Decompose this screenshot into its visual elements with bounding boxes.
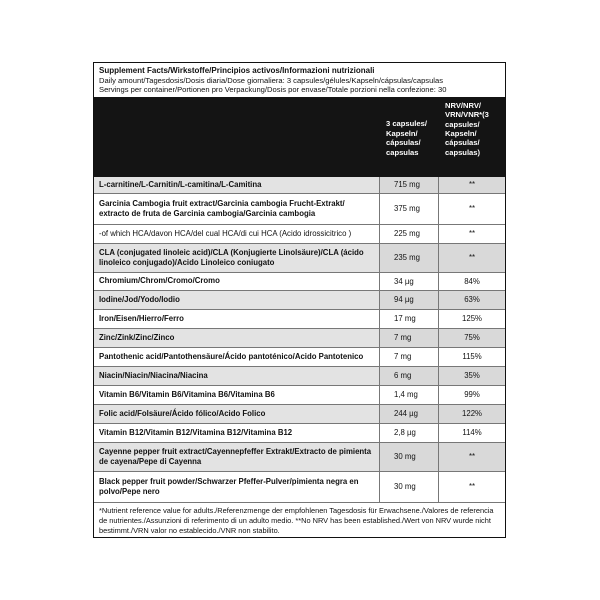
amount-cell: 1,4 mg bbox=[380, 386, 439, 404]
amount-cell: 30 mg bbox=[380, 443, 439, 471]
amount-cell: 375 mg bbox=[380, 194, 439, 224]
amount-cell: 17 mg bbox=[380, 310, 439, 328]
nrv-cell: ** bbox=[468, 204, 476, 214]
nrv-cell: 84% bbox=[464, 276, 480, 286]
nrv-cell: 35% bbox=[439, 367, 505, 385]
nutrient-name: Iodine/Jod/Yodo/Iodio bbox=[94, 291, 380, 309]
table-row bbox=[94, 443, 505, 472]
nutrient-name: Iron/Eisen/Hierro/Ferro bbox=[94, 310, 380, 328]
table-row bbox=[94, 310, 505, 329]
table-row bbox=[94, 194, 505, 225]
amount-cell: 7 mg bbox=[380, 329, 439, 347]
nutrient-name: Folic acid/Folsäure/Ácido fólico/Acido Folico bbox=[94, 405, 380, 423]
table-row bbox=[94, 244, 505, 273]
nutrient-table bbox=[94, 177, 505, 503]
amount-cell: 34 µg bbox=[380, 273, 439, 290]
amount-cell: 2,8 µg bbox=[380, 424, 439, 442]
nrv-cell: ** bbox=[439, 177, 505, 193]
nutrient-name: Cayenne pepper fruit extract/Cayennepfeffer Extrakt/Extracto de pimienta de cayena/Pepe di Cayenna bbox=[94, 443, 380, 471]
table-row bbox=[94, 424, 505, 443]
nrv-cell: 122% bbox=[439, 405, 505, 423]
amount-cell: 6 mg bbox=[380, 367, 439, 385]
table-row bbox=[94, 291, 505, 310]
nrv-column-header: NRV/NRV/ VRN/VNR*(3 capsules/ Kapseln/ cápsulas/ capsulas) bbox=[445, 100, 489, 157]
nrv-cell: 99% bbox=[464, 390, 480, 400]
amount-cell: 235 mg bbox=[380, 244, 439, 272]
nutrient-name: Zinc/Zink/Zinc/Zinco bbox=[94, 329, 380, 347]
amount-column-header: 3 capsules/ Kapseln/ cápsulas/ capsulas bbox=[386, 119, 427, 157]
panel-header bbox=[94, 63, 505, 97]
footnote: *Nutrient reference value for adults./Referenzmenge der empfohlenen Tagesdosis für Erwachsene./Valores de referencia de nutrientes./Assunzioni di referimento di un adulto medio. **No NRV has been established./Wert von NRV wurde nicht bestimmt./VRN valor no establecido./VNR non stabilito. bbox=[99, 505, 494, 536]
table-row bbox=[94, 348, 505, 367]
nrv-cell: 115% bbox=[462, 352, 482, 362]
nutrient-name: L-carnitine/L-Carnitin/L-camitina/L-Camitina bbox=[94, 177, 380, 193]
table-row bbox=[94, 367, 505, 386]
nrv-cell: 63% bbox=[439, 291, 505, 309]
servings-line: Servings per container/Portionen pro Verpackung/Dosis por envase/Totale porzioni nella confezione: 30 bbox=[99, 85, 447, 95]
table-row bbox=[94, 225, 505, 244]
nrv-cell: 75% bbox=[439, 329, 505, 347]
amount-cell: 244 µg bbox=[380, 405, 439, 423]
panel-title: Supplement Facts/Wirkstoffe/Principios activos/Informazioni nutrizionali bbox=[99, 66, 375, 75]
nutrient-name: Chromium/Chrom/Cromo/Cromo bbox=[94, 273, 380, 290]
nutrient-name: Vitamin B12/Vitamin B12/Vitamina B12/Vitamina B12 bbox=[94, 424, 380, 442]
table-row bbox=[94, 472, 505, 503]
supplement-facts-panel bbox=[93, 62, 506, 538]
amount-cell: 225 mg bbox=[380, 225, 439, 243]
nrv-cell: 125% bbox=[462, 314, 482, 324]
table-row bbox=[94, 177, 505, 194]
amount-cell: 30 mg bbox=[380, 472, 439, 502]
table-row bbox=[94, 405, 505, 424]
header-spacer bbox=[94, 97, 380, 177]
daily-amount-line: Daily amount/Tagesdosis/Dosis diaria/Dose giornaliera: 3 capsules/gélules/Kapseln/cápsulas/capsulas bbox=[99, 75, 444, 85]
nutrient-name: CLA (conjugated linoleic acid)/CLA (Konjugierte Linolsäure)/CLA (ácido linoleico conjugado)/Acido Linoleico coniugato bbox=[94, 244, 380, 272]
nutrient-name: Pantothenic acid/Pantothensäure/Ácido pantoténico/Acido Pantotenico bbox=[94, 348, 380, 366]
table-row bbox=[94, 329, 505, 348]
nutrient-name: Niacin/Niacin/Niacina/Niacina bbox=[94, 367, 380, 385]
amount-cell: 7 mg bbox=[380, 348, 439, 366]
table-row bbox=[94, 386, 505, 405]
nrv-cell: ** bbox=[439, 443, 505, 471]
table-row bbox=[94, 273, 505, 291]
nrv-cell: ** bbox=[468, 482, 476, 492]
nrv-cell: ** bbox=[439, 244, 505, 272]
nutrient-name: -of which HCA/davon HCA/del cual HCA/di cui HCA (Acido idrossicitrico ) bbox=[94, 225, 380, 243]
nutrient-name: Black pepper fruit powder/Schwarzer Pfeffer-Pulver/pimienta negra en polvo/Pepe nero bbox=[94, 472, 380, 502]
amount-cell: 94 µg bbox=[380, 291, 439, 309]
column-header-bar bbox=[94, 97, 505, 177]
nutrient-name: Vitamin B6/Vitamin B6/Vitamina B6/Vitamina B6 bbox=[94, 386, 380, 404]
amount-cell: 715 mg bbox=[380, 177, 439, 193]
nutrient-name: Garcinia Cambogia fruit extract/Garcinia cambogia Frucht-Extrakt/ extracto de fruta de Garcinia cambogia/Garcinia cambogia bbox=[94, 194, 380, 224]
nrv-cell: 114% bbox=[462, 428, 482, 438]
nrv-cell: ** bbox=[468, 229, 476, 239]
